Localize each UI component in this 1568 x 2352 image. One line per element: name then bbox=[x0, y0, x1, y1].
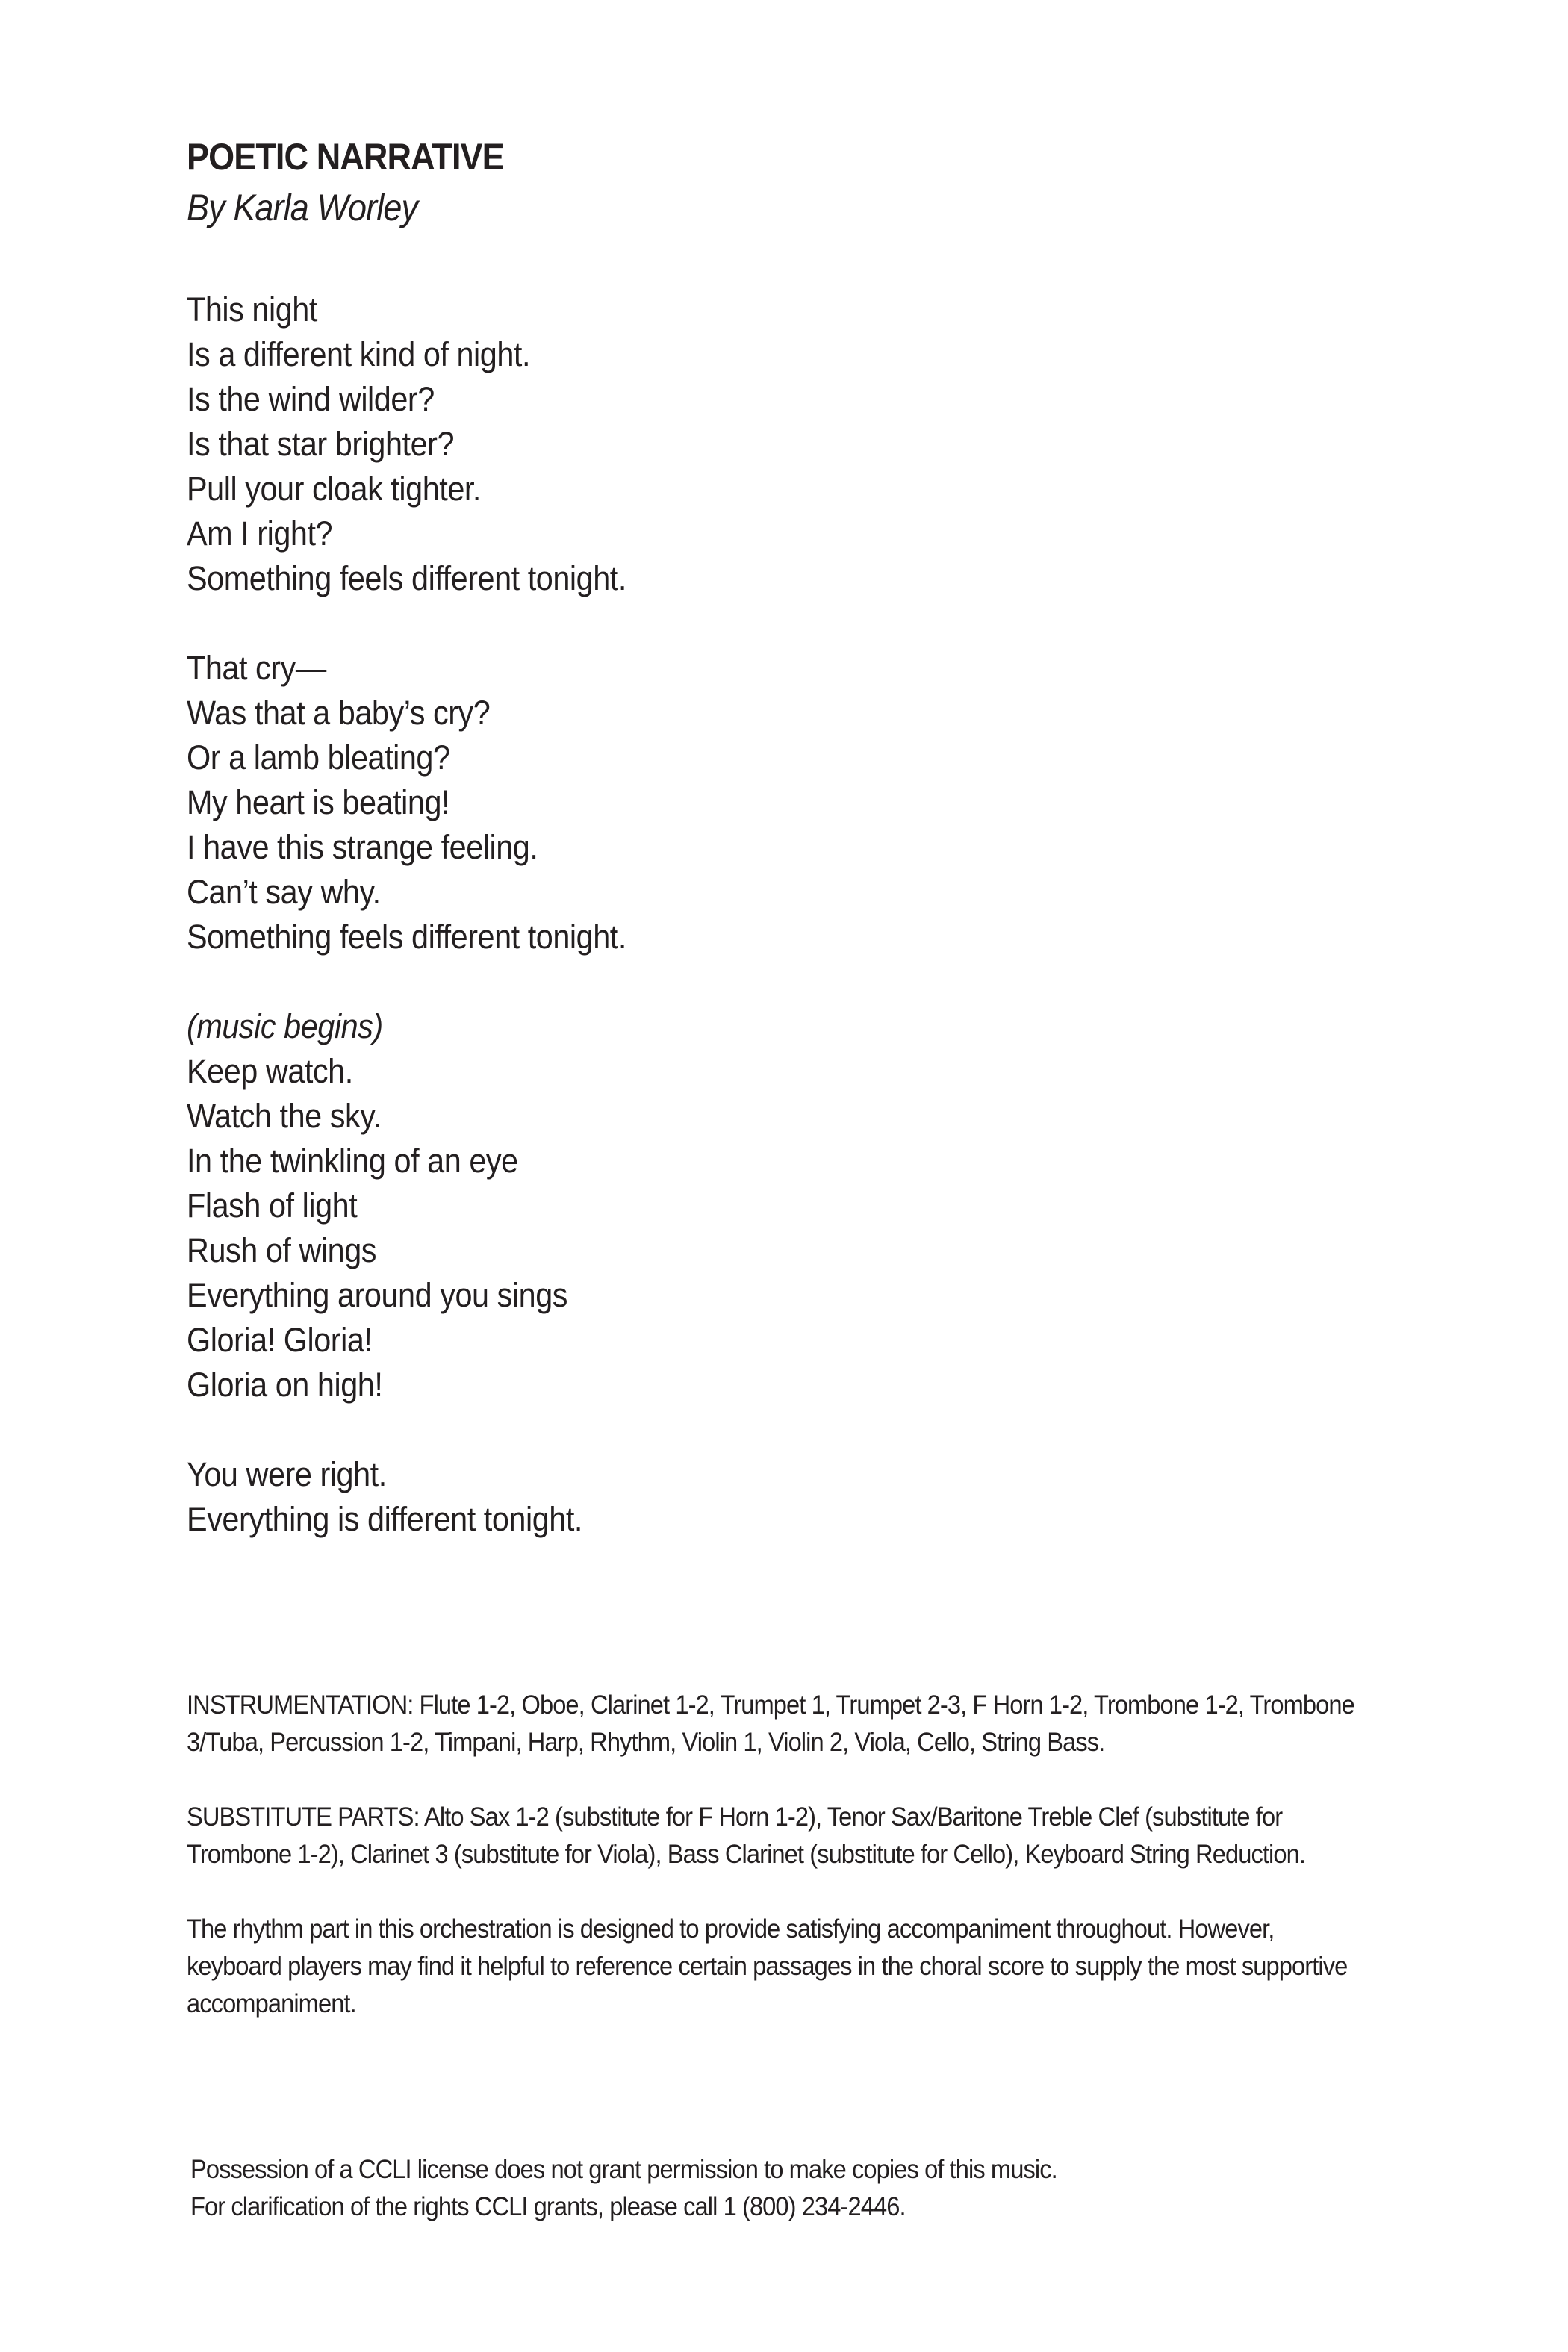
poem-line: Keep watch. bbox=[187, 1052, 353, 1090]
poem-line: Flash of light bbox=[187, 1186, 358, 1225]
ccli-line-1: Possession of a CCLI license does not grant permission to make copies of this music. bbox=[190, 2154, 1057, 2184]
poem-line: Everything around you sings bbox=[187, 1276, 567, 1314]
poem-line: I have this strange feeling. bbox=[187, 828, 538, 866]
poem-line: In the twinkling of an eye bbox=[187, 1142, 518, 1180]
instrumentation-note: INSTRUMENTATION: Flute 1-2, Oboe, Clarinet 1-2, Trumpet 1, Trumpet 2-3, F Horn 1-2, Trombone 1-2, Trombone 3/Tuba, Percussion 1-2, Timpani, Harp, Rhythm, Violin 1, Violin 2, Viola, Cello, String Bass. bbox=[187, 1690, 1354, 1757]
poem-line: Rush of wings bbox=[187, 1231, 377, 1269]
poem-line: My heart is beating! bbox=[187, 783, 450, 821]
poem-line: Watch the sky. bbox=[187, 1097, 382, 1135]
poem-line: Or a lamb bleating? bbox=[187, 738, 450, 777]
ccli-line-2: For clarification of the rights CCLI grants, please call 1 (800) 234-2446. bbox=[190, 2191, 906, 2221]
rhythm-part-note: The rhythm part in this orchestration is designed to provide satisfying accompaniment throughout. However, keyboard players may find it helpful to reference certain passages in the choral score to supply the most supportive accompaniment. bbox=[187, 1914, 1348, 2018]
stanza-3 bbox=[187, 1004, 665, 1407]
stanza-4 bbox=[187, 1452, 665, 1542]
stanza-2 bbox=[187, 646, 665, 959]
poem-line: You were right. bbox=[187, 1455, 387, 1493]
poem-line: That cry— bbox=[187, 649, 326, 687]
author-byline: By Karla Worley bbox=[187, 187, 418, 228]
poem-line: Was that a baby’s cry? bbox=[187, 694, 491, 732]
poem-line: Something feels different tonight. bbox=[187, 918, 626, 956]
poem-line: Gloria! Gloria! bbox=[187, 1321, 373, 1359]
document-title: POETIC NARRATIVE bbox=[187, 136, 504, 178]
poem bbox=[187, 287, 665, 1587]
poem-line: Everything is different tonight. bbox=[187, 1500, 582, 1538]
poem-line: This night bbox=[187, 290, 317, 329]
poem-line: Is the wind wilder? bbox=[187, 380, 435, 418]
poem-line: Is that star brighter? bbox=[187, 425, 455, 463]
stage-direction: (music begins) bbox=[187, 1007, 383, 1045]
poem-line: Am I right? bbox=[187, 514, 333, 553]
poem-line: Pull your cloak tighter. bbox=[187, 470, 481, 508]
orchestration-notes bbox=[187, 1686, 1354, 2059]
poem-line: Is a different kind of night. bbox=[187, 335, 530, 373]
poem-line: Can’t say why. bbox=[187, 873, 381, 911]
ccli-notice bbox=[190, 2150, 1133, 2225]
poem-line: Something feels different tonight. bbox=[187, 559, 626, 597]
stanza-1 bbox=[187, 287, 665, 601]
poem-line: Gloria on high! bbox=[187, 1366, 383, 1404]
substitute-parts-note: SUBSTITUTE PARTS: Alto Sax 1-2 (substitute for F Horn 1-2), Tenor Sax/Baritone Treble Clef (substitute for Trombone 1-2), Clarinet 3 (substitute for Viola), Bass Clarinet (substitute for Cello), Keyboard String Reduction. bbox=[187, 1802, 1306, 1869]
